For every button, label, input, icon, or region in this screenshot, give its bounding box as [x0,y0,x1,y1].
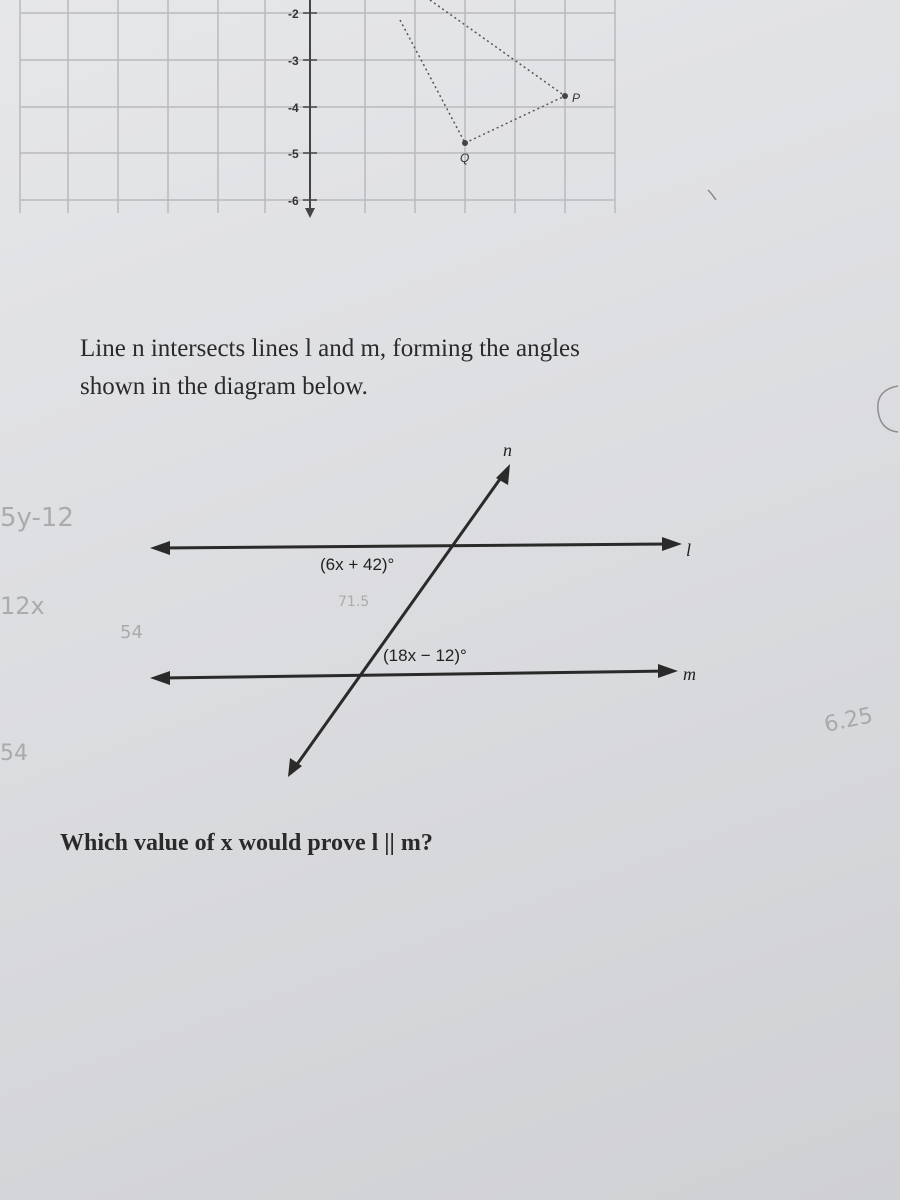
point-q-label: Q [460,151,470,165]
problem-statement [80,330,780,406]
line-l-left-arrow-icon [150,541,170,555]
pencil-note: 54 [0,741,28,766]
line-l-label: l [686,540,692,560]
y-axis-arrow-icon [305,208,315,218]
line-m-right-arrow-icon [658,664,678,678]
line-l [160,544,672,548]
problem-line-2: shown in the diagram below. [80,373,368,400]
pencil-note: 71.5 [338,594,370,610]
pencil-note: 6.25 [822,703,876,738]
line-m-left-arrow-icon [150,671,170,685]
point-q [462,140,468,146]
parallel-lines-diagram [0,430,900,800]
problem-line-1: Line n intersects lines l and m, forming the angles [80,335,580,362]
y-tick-label: -5 [288,147,299,161]
y-tick-label: -3 [288,54,299,68]
angle-label-top: (6x + 42)° [320,555,395,574]
point-p-label: P [572,91,581,105]
angle-label-bottom: (18x − 12)° [383,646,467,665]
pencil-note: 54 [120,622,143,643]
coordinate-grid [0,0,900,230]
question: Which value of x would prove l || m? [60,830,433,856]
pencil-note: 12x [0,592,45,620]
point-p [562,93,568,99]
y-tick-label: -2 [288,7,299,21]
line-n-label: n [503,440,512,460]
line-m [160,671,668,678]
pencil-circle-mark [860,380,900,440]
line-n [293,472,505,770]
pencil-note: 5y-12 [0,503,74,533]
pencil-mark [708,190,716,200]
y-tick-label: -4 [288,101,299,115]
line-m-label: m [683,664,696,684]
y-tick-label: -6 [288,194,299,208]
line-l-right-arrow-icon [662,537,682,551]
